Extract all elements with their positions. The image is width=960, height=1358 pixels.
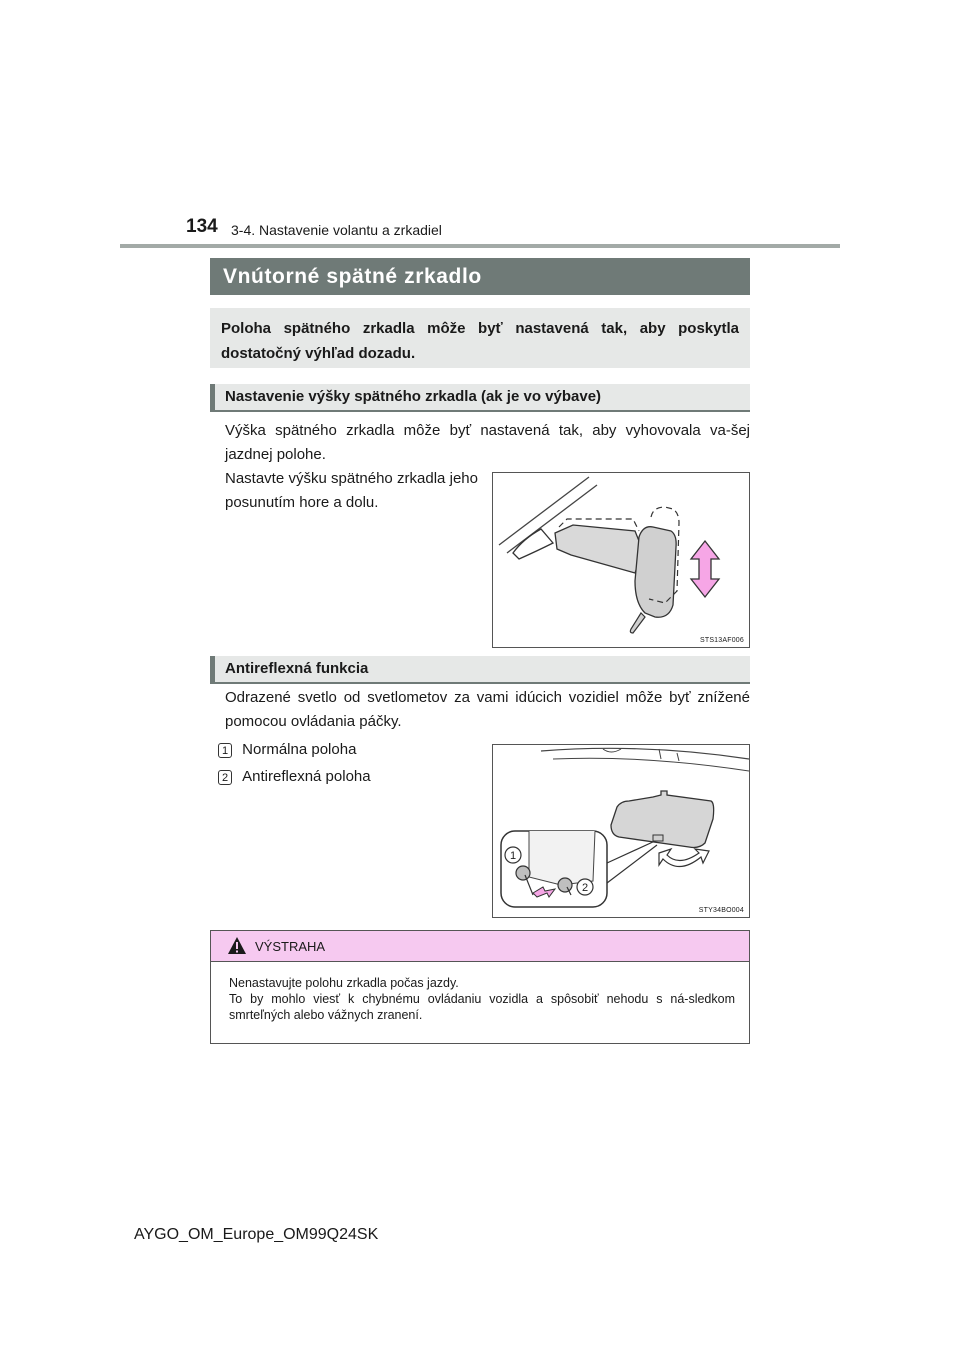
warning-box xyxy=(210,930,750,1044)
mirror-height-figure xyxy=(492,472,750,648)
warning-triangle-icon xyxy=(227,936,247,955)
page-title: Vnútorné spätné zrkadlo xyxy=(210,258,750,295)
header-divider xyxy=(120,244,840,248)
antiglare-illustration xyxy=(493,745,749,917)
warning-line: Nenastavujte polohu zrkadla počas jazdy. xyxy=(229,976,459,990)
warning-header xyxy=(211,931,749,962)
figure-code: STS13AF006 xyxy=(699,637,744,644)
intro-text: Poloha spätného zrkadla môže byť nastavená tak, aby poskytla dostatočný výhľad dozadu. xyxy=(221,320,739,362)
figure-code: STY34BO004 xyxy=(698,907,744,914)
up-down-arrow-icon xyxy=(691,541,719,597)
section-reference: 3-4. Nastavenie volantu a zrkadiel xyxy=(231,222,442,238)
footer-doc-code: AYGO_OM_Europe_OM99Q24SK xyxy=(134,1226,379,1243)
intro-box xyxy=(210,308,750,368)
height-adjust-instruction: Nastavte výšku spätného zrkadla jeho posunutím hore a dolu. xyxy=(225,470,478,511)
callout-number: 1 xyxy=(509,850,517,862)
item-number-badge: 1 xyxy=(218,743,232,758)
antiglare-heading: Antireflexná funkcia xyxy=(210,656,750,684)
antiglare-figure xyxy=(492,744,750,918)
height-adjust-heading: Nastavenie výšky spätného zrkadla (ak je vo výbave) xyxy=(210,384,750,412)
height-adjust-paragraph: Výška spätného zrkadla môže byť nastavená tak, aby vyhovovala va-šej jazdnej polohe. xyxy=(225,422,750,463)
list-item xyxy=(218,738,478,762)
list-item xyxy=(218,765,478,789)
item-label: Antireflexná poloha xyxy=(242,768,371,785)
mirror-height-illustration xyxy=(493,473,749,647)
warning-text xyxy=(229,975,735,1023)
warning-title: VÝSTRAHA xyxy=(255,939,326,954)
page-number: 134 xyxy=(186,216,218,237)
item-number-badge: 2 xyxy=(218,770,232,785)
warning-line: To by mohlo viesť k chybnému ovládaniu vozidla a spôsobiť nehodu s ná-sledkom smrteľných alebo vážnych zranení. xyxy=(229,992,735,1022)
antiglare-paragraph: Odrazené svetlo od svetlometov za vami idúcich vozidiel môže byť znížené pomocou ovládania páčky. xyxy=(225,689,750,730)
callout-number: 2 xyxy=(581,882,589,894)
item-label: Normálna poloha xyxy=(242,741,357,758)
